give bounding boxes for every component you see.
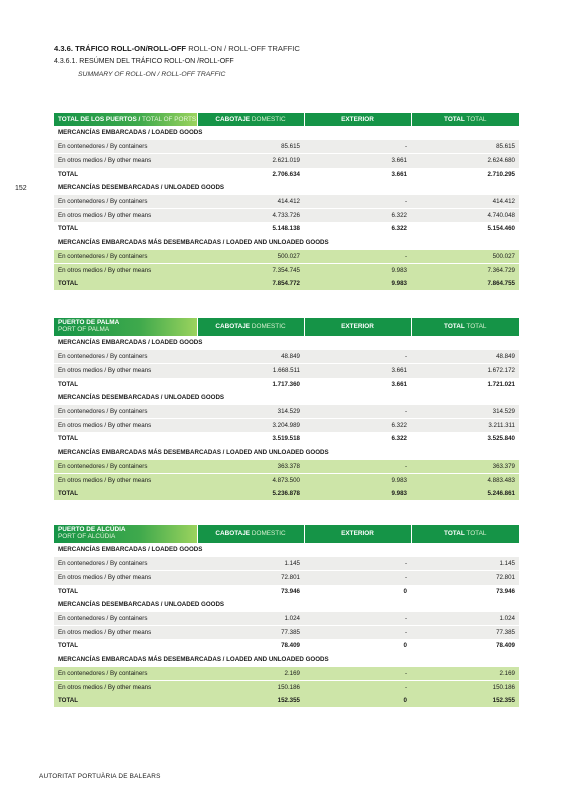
- section-label: MERCANCÍAS EMBARCADAS / LOADED GOODS: [54, 126, 519, 140]
- total-label: TOTAL: [444, 529, 465, 537]
- table-header: [54, 525, 519, 543]
- table-cell: 72.801: [411, 571, 519, 585]
- table-cell: 7.854.772: [197, 277, 304, 290]
- table-cell: 78.409: [197, 639, 304, 652]
- table-row: [54, 154, 519, 168]
- row-label: En otros medios / By other means: [54, 209, 197, 223]
- column-header-cabotaje: [197, 113, 304, 126]
- table-header: [54, 318, 519, 336]
- traffic-table: [54, 318, 519, 500]
- row-label: TOTAL: [54, 694, 197, 707]
- table-cell: 48.849: [197, 350, 304, 364]
- row-label: En contenedores / By containers: [54, 666, 197, 680]
- row-label: En otros medios / By other means: [54, 680, 197, 694]
- table-row: [54, 364, 519, 378]
- table-cell: 48.849: [411, 350, 519, 364]
- table-cell: 5.246.861: [411, 487, 519, 500]
- total-label: TOTAL: [444, 322, 465, 330]
- table-title-en: PORT OF ALCÚDIA: [58, 533, 116, 540]
- table-cell: 6.322: [304, 209, 411, 223]
- table-cell: 6.322: [304, 432, 411, 445]
- table-cell: 3.661: [304, 378, 411, 391]
- section-row: [54, 446, 519, 460]
- traffic-table: [54, 525, 519, 707]
- table-row: [54, 209, 519, 223]
- cabotaje-label: CABOTAJE: [215, 322, 251, 330]
- domestic-label: DOMESTIC: [251, 322, 286, 330]
- table-cell: -: [304, 611, 411, 625]
- table-cell: 3.211.311: [411, 419, 519, 433]
- table-cell: 2.621.019: [197, 154, 304, 168]
- row-label: TOTAL: [54, 487, 197, 500]
- table-cell: 3.519.518: [197, 432, 304, 445]
- table-title: TOTAL DE LOS PUERTOS /: [58, 116, 141, 123]
- table-row: [54, 277, 519, 290]
- table-cell: 500.027: [411, 249, 519, 263]
- table-cell: -: [304, 571, 411, 585]
- heading-number: 4.3.6.: [54, 44, 73, 53]
- table-cell: -: [304, 350, 411, 364]
- table-cell: 3.525.840: [411, 432, 519, 445]
- table-cell: 152.355: [411, 694, 519, 707]
- table-title: PUERTO DE ALCÚDIA: [58, 526, 126, 534]
- table-cell: -: [304, 194, 411, 208]
- table-title-en: PORT OF PALMA: [58, 326, 110, 333]
- table-row: [54, 432, 519, 445]
- row-label: TOTAL: [54, 222, 197, 235]
- table-cell: 7.364.729: [411, 263, 519, 277]
- table-cell: 2.169: [197, 666, 304, 680]
- table-cell: 2.710.295: [411, 168, 519, 181]
- cabotaje-label: CABOTAJE: [215, 116, 251, 123]
- row-label: En contenedores / By containers: [54, 249, 197, 263]
- table-cell: 0: [304, 639, 411, 652]
- total-en-label: TOTAL: [466, 322, 487, 330]
- table-cell: 314.529: [197, 404, 304, 418]
- row-label: TOTAL: [54, 277, 197, 290]
- table-row: [54, 263, 519, 277]
- table-cell: 72.801: [197, 571, 304, 585]
- table-cell: 9.983: [304, 277, 411, 290]
- row-label: En otros medios / By other means: [54, 154, 197, 168]
- table-cell: 0: [304, 585, 411, 598]
- column-header-exterior: EXTERIOR: [304, 525, 411, 543]
- table-title-cell: [54, 113, 197, 126]
- section-label: MERCANCÍAS EMBARCADAS / LOADED GOODS: [54, 336, 519, 350]
- table-row: [54, 639, 519, 652]
- table-cell: 3.661: [304, 364, 411, 378]
- table-cell: 6.322: [304, 222, 411, 235]
- table-cell: 314.529: [411, 404, 519, 418]
- table-cell: 1.721.021: [411, 378, 519, 391]
- domestic-label: DOMESTIC: [251, 116, 286, 123]
- table-cell: 3.661: [304, 154, 411, 168]
- table-row: [54, 666, 519, 680]
- table-cell: -: [304, 557, 411, 571]
- row-label: En contenedores / By containers: [54, 459, 197, 473]
- section-row: [54, 181, 519, 195]
- section-label: MERCANCÍAS DESEMBARCADAS / UNLOADED GOODS: [54, 391, 519, 405]
- subsection-heading: 4.3.6.1. RESÚMEN DEL TRÁFICO ROLL-ON /ROLL-OFF: [54, 58, 234, 65]
- table-cell: 6.322: [304, 419, 411, 433]
- table-cell: 9.983: [304, 473, 411, 487]
- table-cell: -: [304, 666, 411, 680]
- table-row: [54, 626, 519, 640]
- column-header-cabotaje: [197, 525, 304, 543]
- table-cell: 5.236.878: [197, 487, 304, 500]
- table-row: [54, 249, 519, 263]
- traffic-table: [54, 113, 519, 290]
- table-cell: 363.378: [197, 459, 304, 473]
- section-label: MERCANCÍAS EMBARCADAS MÁS DESEMBARCADAS / LOADED AND UNLOADED GOODS: [54, 653, 519, 667]
- table-cell: 85.615: [197, 140, 304, 154]
- row-label: En contenedores / By containers: [54, 404, 197, 418]
- table-cell: 3.204.989: [197, 419, 304, 433]
- table-cell: 78.409: [411, 639, 519, 652]
- row-label: En otros medios / By other means: [54, 419, 197, 433]
- section-row: [54, 598, 519, 612]
- table-cell: 363.379: [411, 459, 519, 473]
- table-cell: 414.412: [411, 194, 519, 208]
- table-cell: -: [304, 459, 411, 473]
- row-label: En otros medios / By other means: [54, 263, 197, 277]
- table-cell: 73.946: [197, 585, 304, 598]
- table-title-cell: [54, 525, 197, 543]
- table-cell: 85.615: [411, 140, 519, 154]
- table-cell: 77.385: [411, 626, 519, 640]
- row-label: TOTAL: [54, 168, 197, 181]
- table-header: [54, 113, 519, 126]
- table-cell: 4.883.483: [411, 473, 519, 487]
- section-label: MERCANCÍAS EMBARCADAS MÁS DESEMBARCADAS / LOADED AND UNLOADED GOODS: [54, 446, 519, 460]
- row-label: TOTAL: [54, 432, 197, 445]
- row-label: TOTAL: [54, 639, 197, 652]
- section-label: MERCANCÍAS EMBARCADAS / LOADED GOODS: [54, 543, 519, 557]
- section-row: [54, 126, 519, 140]
- table-row: [54, 350, 519, 364]
- footer: AUTORITAT PORTUÀRIA DE BALEARS: [39, 773, 161, 780]
- table-row: [54, 419, 519, 433]
- row-label: En contenedores / By containers: [54, 194, 197, 208]
- table-cell: 4.733.726: [197, 209, 304, 223]
- table-cell: 5.154.460: [411, 222, 519, 235]
- table-cell: 1.024: [411, 611, 519, 625]
- table-row: [54, 404, 519, 418]
- table-cell: 1.145: [411, 557, 519, 571]
- section-label: MERCANCÍAS EMBARCADAS MÁS DESEMBARCADAS / LOADED AND UNLOADED GOODS: [54, 236, 519, 250]
- total-label: TOTAL: [444, 116, 465, 123]
- table-cell: 73.946: [411, 585, 519, 598]
- table-cell: 2.706.634: [197, 168, 304, 181]
- table-cell: 0: [304, 694, 411, 707]
- table-cell: 7.864.755: [411, 277, 519, 290]
- table-row: [54, 473, 519, 487]
- table-title-en: TOTAL OF PORTS: [142, 116, 197, 123]
- row-label: En otros medios / By other means: [54, 571, 197, 585]
- table-cell: 150.186: [411, 680, 519, 694]
- heading-title: TRÁFICO ROLL-ON/ROLL-OFF: [75, 44, 187, 53]
- table-row: [54, 487, 519, 500]
- table-cell: 1.024: [197, 611, 304, 625]
- row-label: TOTAL: [54, 378, 197, 391]
- column-header-cabotaje: [197, 318, 304, 336]
- table-row: [54, 680, 519, 694]
- section-label: MERCANCÍAS DESEMBARCADAS / UNLOADED GOODS: [54, 598, 519, 612]
- table-cell: 3.661: [304, 168, 411, 181]
- section-label: MERCANCÍAS DESEMBARCADAS / UNLOADED GOODS: [54, 181, 519, 195]
- section-row: [54, 543, 519, 557]
- row-label: En contenedores / By containers: [54, 611, 197, 625]
- table-row: [54, 585, 519, 598]
- table-row: [54, 694, 519, 707]
- table-cell: 1.668.511: [197, 364, 304, 378]
- section-heading: [54, 44, 300, 53]
- table-cell: 2.624.680: [411, 154, 519, 168]
- table-cell: 4.740.048: [411, 209, 519, 223]
- table-cell: -: [304, 249, 411, 263]
- table-row: [54, 611, 519, 625]
- table-cell: 1.672.172: [411, 364, 519, 378]
- row-label: En otros medios / By other means: [54, 626, 197, 640]
- heading-title-en: ROLL-ON / ROLL-OFF TRAFFIC: [188, 44, 300, 53]
- column-header-total: [411, 113, 519, 126]
- total-en-label: TOTAL: [466, 529, 487, 537]
- row-label: En otros medios / By other means: [54, 364, 197, 378]
- row-label: En contenedores / By containers: [54, 350, 197, 364]
- cabotaje-label: CABOTAJE: [215, 529, 251, 537]
- table-cell: -: [304, 626, 411, 640]
- table-cell: 77.385: [197, 626, 304, 640]
- table-cell: 9.983: [304, 487, 411, 500]
- table-cell: 150.186: [197, 680, 304, 694]
- table-row: [54, 459, 519, 473]
- table-cell: 9.983: [304, 263, 411, 277]
- table-cell: 5.148.138: [197, 222, 304, 235]
- row-label: En otros medios / By other means: [54, 473, 197, 487]
- table-row: [54, 378, 519, 391]
- row-label: En contenedores / By containers: [54, 557, 197, 571]
- section-row: [54, 391, 519, 405]
- table-cell: 500.027: [197, 249, 304, 263]
- table-title: PUERTO DE PALMA: [58, 319, 120, 327]
- table-cell: 4.873.500: [197, 473, 304, 487]
- table-cell: -: [304, 404, 411, 418]
- subsection-heading-en: SUMMARY OF ROLL-ON / ROLL-OFF TRAFFIC: [78, 71, 226, 78]
- table-cell: 414.412: [197, 194, 304, 208]
- page-number: 152: [15, 185, 27, 192]
- table-cell: -: [304, 140, 411, 154]
- column-header-exterior: EXTERIOR: [304, 113, 411, 126]
- table-row: [54, 194, 519, 208]
- column-header-exterior: EXTERIOR: [304, 318, 411, 336]
- table-row: [54, 557, 519, 571]
- column-header-total: [411, 318, 519, 336]
- total-en-label: TOTAL: [466, 116, 487, 123]
- table-row: [54, 140, 519, 154]
- section-row: [54, 236, 519, 250]
- table-row: [54, 571, 519, 585]
- table-cell: 2.169: [411, 666, 519, 680]
- table-cell: -: [304, 680, 411, 694]
- row-label: TOTAL: [54, 585, 197, 598]
- table-row: [54, 222, 519, 235]
- table-cell: 152.355: [197, 694, 304, 707]
- table-row: [54, 168, 519, 181]
- table-cell: 1.717.360: [197, 378, 304, 391]
- column-header-total: [411, 525, 519, 543]
- table-cell: 7.354.745: [197, 263, 304, 277]
- table-cell: 1.145: [197, 557, 304, 571]
- table-title-cell: [54, 318, 197, 336]
- section-row: [54, 336, 519, 350]
- domestic-label: DOMESTIC: [251, 529, 286, 537]
- section-row: [54, 653, 519, 667]
- row-label: En contenedores / By containers: [54, 140, 197, 154]
